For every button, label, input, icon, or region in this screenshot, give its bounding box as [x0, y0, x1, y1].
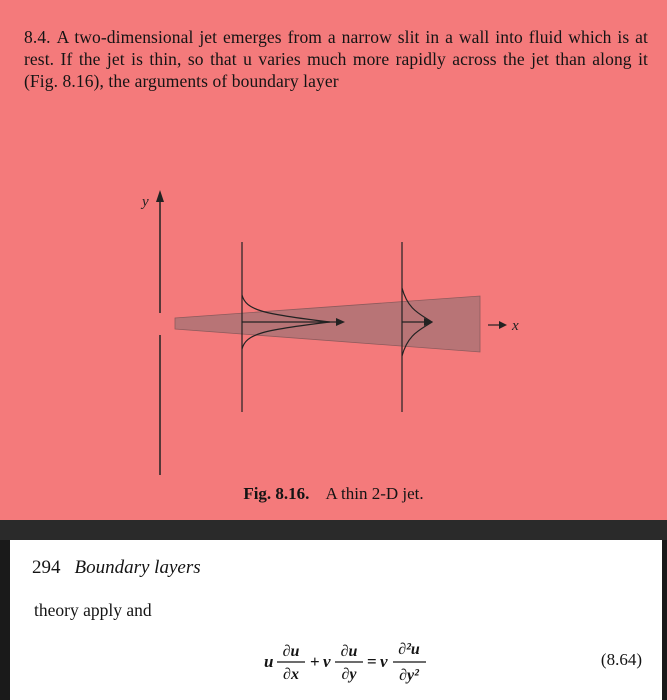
eq-nu: ν: [380, 652, 388, 671]
jet-figure: [0, 150, 667, 480]
x-axis-arrowhead: [499, 321, 507, 329]
eq-frac3-den: ∂y²: [399, 667, 419, 684]
figure-caption-label: Fig. 8.16.: [243, 484, 310, 503]
lower-page-region: [10, 540, 662, 700]
problem-number: 8.4.: [24, 26, 51, 47]
running-head: [32, 557, 201, 579]
figure-caption-text: A thin 2-D jet.: [325, 484, 424, 503]
eq-frac2-den: ∂y: [341, 666, 357, 683]
boundary-layer-equation: [250, 634, 450, 696]
y-axis-label: y: [142, 194, 149, 210]
eq-v: v: [323, 652, 331, 671]
problem-text: A two-dimensional jet emerges from a narrow slit in a wall into fluid which is at rest. If the jet is thin, so that u varies much more rapidly across the jet than along it (Fig. 8.16), the arguments of boundary layer: [24, 26, 648, 91]
eq-frac2-num: ∂u: [340, 643, 358, 660]
x-axis-label: x: [512, 318, 519, 334]
equation-number: (8.64): [600, 650, 642, 669]
body-text-line: theory apply and: [34, 600, 152, 620]
figure-caption: [0, 484, 667, 504]
eq-frac1-num: ∂u: [282, 643, 300, 660]
y-axis-arrowhead: [156, 190, 164, 202]
eq-frac3-num: ∂²u: [398, 641, 420, 658]
eq-plus: +: [310, 652, 320, 671]
eq-frac1-den: ∂x: [283, 666, 299, 683]
jet-region: [175, 296, 480, 352]
eq-u: u: [264, 652, 274, 671]
page-gap: [0, 520, 667, 540]
page-number: 294: [32, 557, 61, 578]
problem-paragraph: [24, 26, 648, 92]
eq-equals: =: [367, 652, 377, 671]
chapter-title: Boundary layers: [74, 557, 201, 578]
